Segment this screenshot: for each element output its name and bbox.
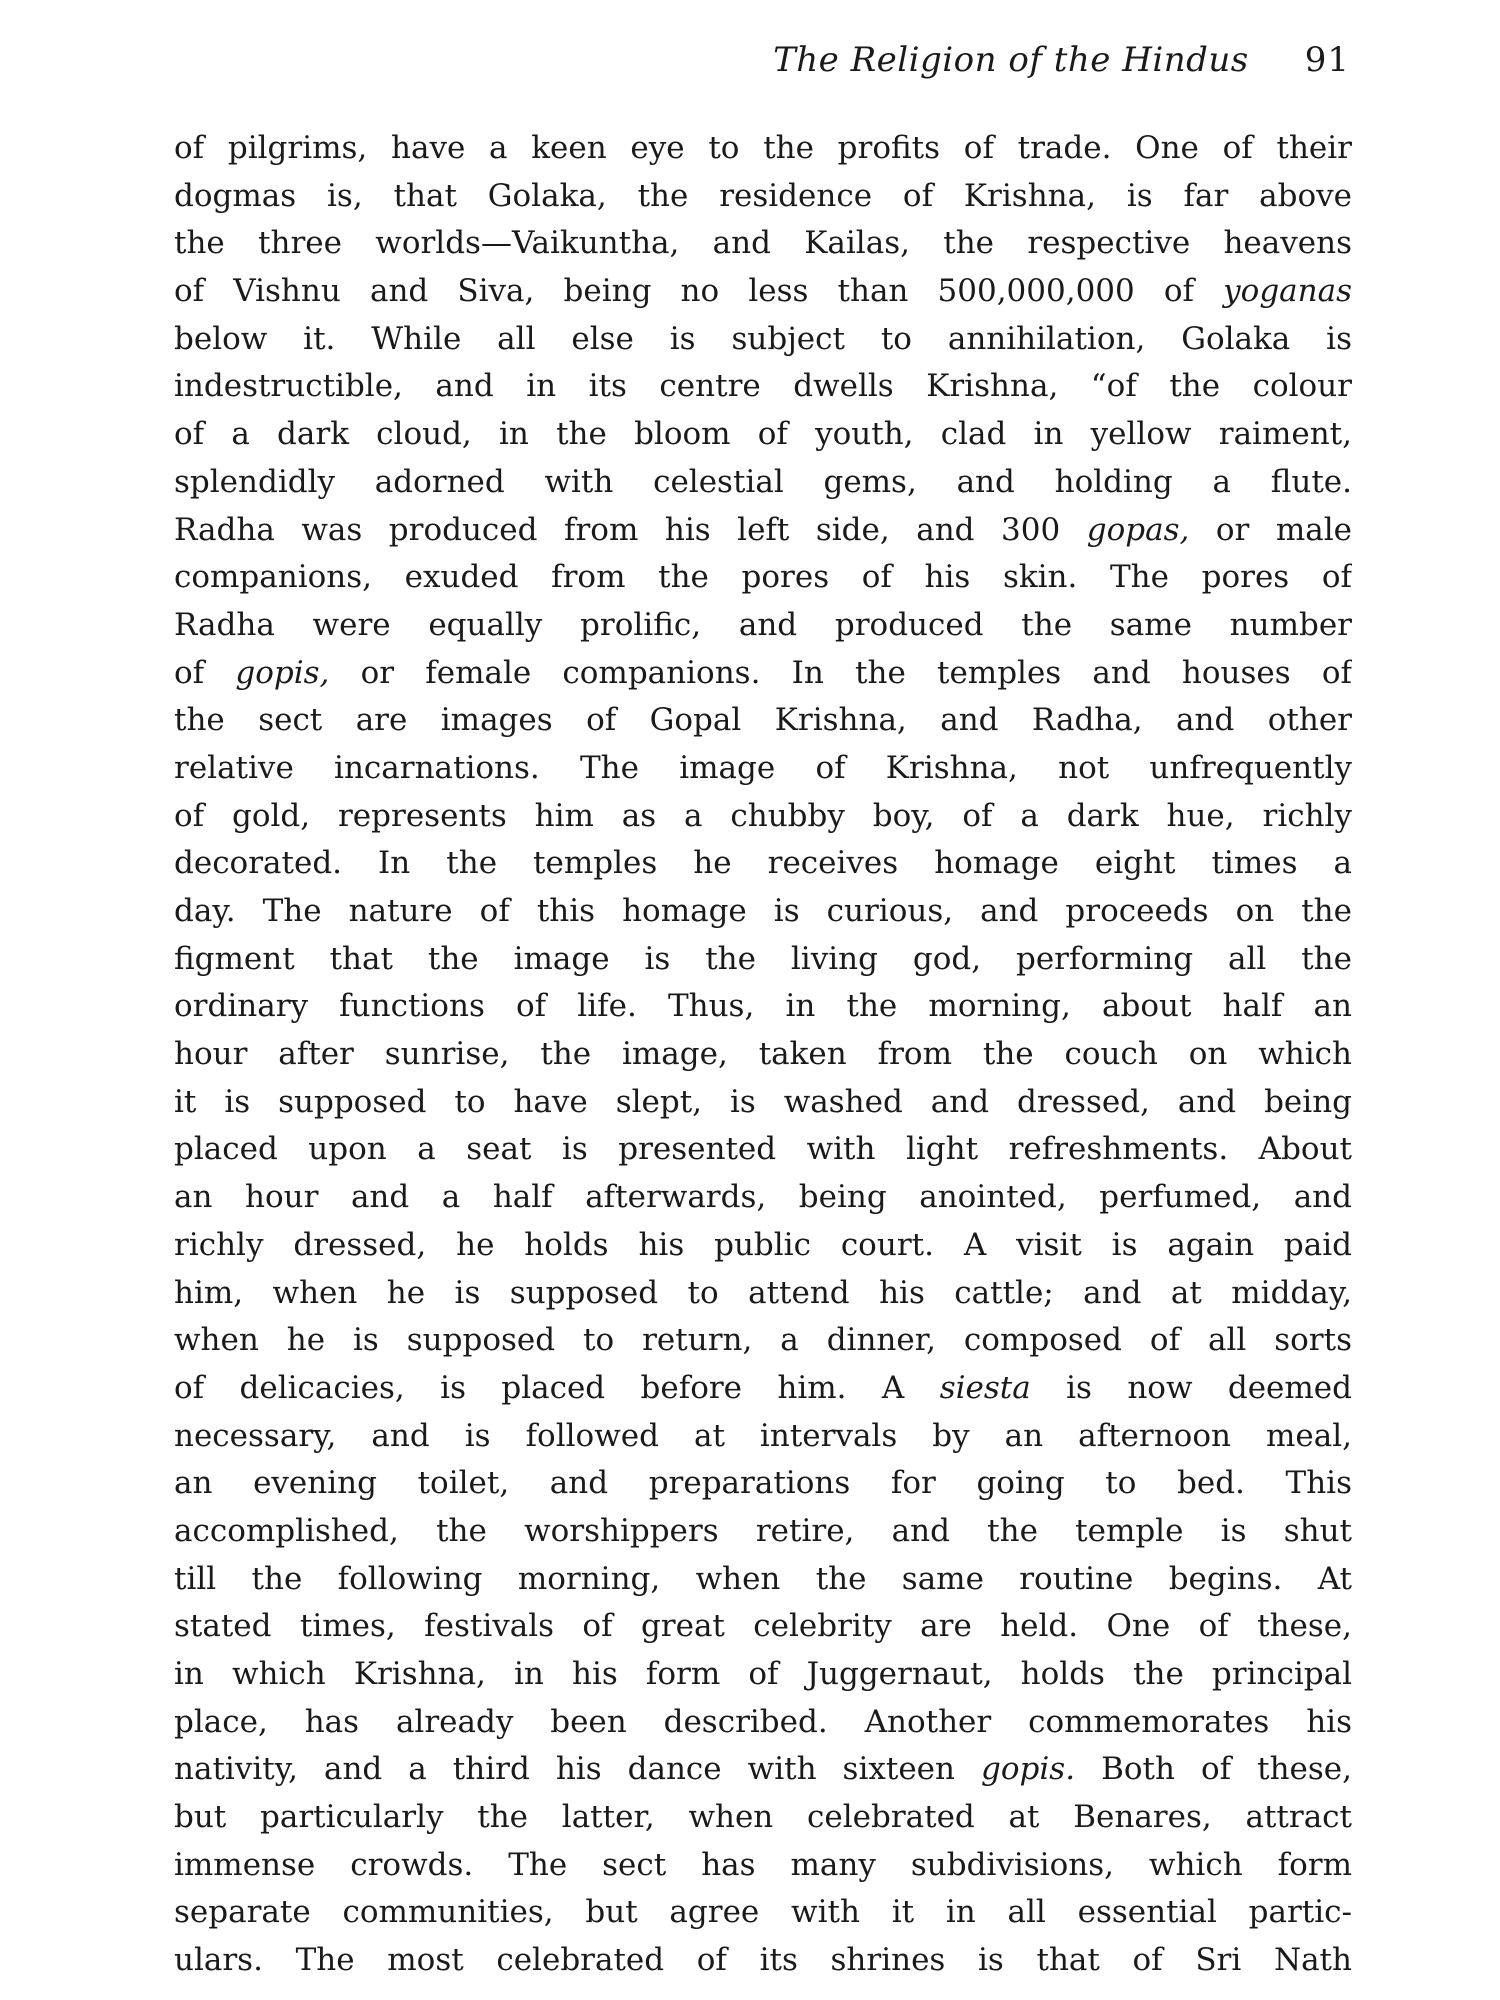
- text-line: [174, 1508, 1352, 1556]
- text-run: accomplished, the worshippers retire, and the temple is shut: [174, 1512, 1352, 1549]
- text-run: is now deemed: [1030, 1369, 1352, 1406]
- text-line: [174, 1794, 1352, 1842]
- italic-term: gopis,: [235, 654, 330, 691]
- text-run: day. The nature of this homage is curious, and proceeds on the: [174, 893, 1352, 929]
- text-line: [174, 316, 1352, 364]
- text-run: of pilgrims, have a keen eye to the profits of trade. One of their: [174, 130, 1352, 166]
- text-line: [174, 1889, 1352, 1937]
- text-run: of a dark cloud, in the bloom of youth, clad in yellow raiment,: [174, 416, 1352, 453]
- text-line: [174, 1603, 1352, 1651]
- text-run: below it. While all else is subject to annihilation, Golaka is: [174, 320, 1352, 357]
- text-run: him, when he is supposed to attend his cattle; and at midday,: [174, 1274, 1352, 1311]
- text-line: [174, 554, 1352, 602]
- text-line: [174, 220, 1352, 268]
- text-run: of gold, represents him as a chubby boy, of a dark hue, richly: [174, 797, 1352, 834]
- text-run: dogmas is, that Golaka, the residence of Krishna, is far above: [174, 177, 1352, 214]
- text-run: an evening toilet, and preparations for going to bed. This: [174, 1465, 1352, 1502]
- text-run: when he is supposed to return, a dinner, composed of all sorts: [174, 1322, 1352, 1359]
- text-run: indestructible, and in its centre dwells Krishna, “of the colour: [174, 368, 1352, 405]
- text-run: richly dressed, he holds his public court. A visit is again paid: [174, 1226, 1352, 1263]
- text-run: immense crowds. The sect has many subdivisions, which form: [174, 1846, 1352, 1883]
- running-head-title: The Religion of the Hindus: [773, 40, 1249, 80]
- italic-term: siesta: [939, 1369, 1031, 1406]
- text-run: placed upon a seat is presented with light refreshments. About: [174, 1131, 1352, 1168]
- running-head: [175, 40, 1350, 92]
- text-run: nativity, and a third his dance with sixteen: [174, 1751, 982, 1788]
- text-line: [174, 1699, 1352, 1747]
- italic-term: gopis.: [981, 1751, 1076, 1788]
- text-run: Radha was produced from his left side, and 300: [174, 511, 1087, 548]
- text-line: [174, 1270, 1352, 1318]
- text-line: [174, 1174, 1352, 1222]
- text-run: companions, exuded from the pores of his skin. The pores of: [174, 559, 1352, 596]
- text-run: hour after sunrise, the image, taken from the couch on which: [174, 1036, 1352, 1073]
- text-run: Both of these,: [1075, 1751, 1352, 1788]
- text-run: till the following morning, when the same routine begins. At: [174, 1560, 1352, 1597]
- text-run: decorated. In the temples he receives homage eight times a: [174, 845, 1352, 882]
- text-run: ulars. The most celebrated of its shrines is that of Sri Nath: [174, 1942, 1352, 1979]
- text-run: or male: [1189, 511, 1352, 548]
- text-line: [174, 983, 1352, 1031]
- text-run: of delicacies, is placed before him. A: [174, 1369, 940, 1406]
- text-run: but particularly the latter, when celebrated at Benares, attract: [174, 1799, 1352, 1836]
- text-line: [174, 1365, 1352, 1413]
- text-line: [174, 1842, 1352, 1890]
- text-line: [174, 936, 1352, 984]
- text-run: figment that the image is the living god, performing all the: [174, 940, 1352, 977]
- text-line: [174, 1126, 1352, 1174]
- text-line: [174, 507, 1352, 555]
- text-line: [174, 793, 1352, 841]
- text-line: [174, 411, 1352, 459]
- text-run: of: [174, 654, 236, 691]
- text-line: [174, 459, 1352, 507]
- text-line: [174, 268, 1352, 316]
- text-run: or female companions. In the temples and houses of: [329, 654, 1352, 691]
- text-run: of Vishnu and Siva, being no less than 500,000,000 of: [174, 273, 1224, 310]
- text-run: necessary, and is followed at intervals by an afternoon meal,: [174, 1417, 1352, 1454]
- text-line: [174, 1079, 1352, 1127]
- text-run: it is supposed to have slept, is washed and dressed, and being: [174, 1083, 1352, 1120]
- text-line: [174, 1460, 1352, 1508]
- text-line: [174, 888, 1352, 936]
- text-run: in which Krishna, in his form of Juggernaut, holds the principal: [174, 1656, 1352, 1692]
- text-run: Radha were equally prolific, and produced the same number: [174, 606, 1352, 643]
- text-line: [174, 1413, 1352, 1461]
- text-line: [174, 363, 1352, 411]
- text-run: separate communities, but agree with it in all essential partic-: [174, 1894, 1352, 1931]
- text-line: [174, 1556, 1352, 1604]
- text-line: [174, 697, 1352, 745]
- text-line: [174, 1031, 1352, 1079]
- text-line: [174, 745, 1352, 793]
- text-run: place, has already been described. Another commemorates his: [174, 1703, 1352, 1740]
- text-line: [174, 602, 1352, 650]
- text-line: [174, 840, 1352, 888]
- page-number: 91: [1304, 40, 1350, 80]
- text-line: [174, 125, 1352, 173]
- text-run: splendidly adorned with celestial gems, and holding a flute.: [174, 463, 1352, 500]
- text-run: the sect are images of Gopal Krishna, and Radha, and other: [174, 702, 1352, 739]
- italic-term: yoganas: [1223, 273, 1352, 310]
- text-run: an hour and a half afterwards, being anointed, perfumed, and: [174, 1179, 1352, 1216]
- text-line: [174, 1937, 1352, 1985]
- text-run: stated times, festivals of great celebrity are held. One of these,: [174, 1608, 1352, 1645]
- body-paragraph: [174, 125, 1352, 1985]
- text-line: [174, 1222, 1352, 1270]
- text-line: [174, 650, 1352, 698]
- italic-term: gopas,: [1086, 511, 1190, 548]
- text-run: ordinary functions of life. Thus, in the morning, about half an: [174, 988, 1352, 1025]
- text-line: [174, 1317, 1352, 1365]
- text-line: [174, 1651, 1352, 1699]
- text-run: the three worlds—Vaikuntha, and Kailas, the respective heavens: [174, 225, 1352, 262]
- text-line: [174, 1746, 1352, 1794]
- text-run: relative incarnations. The image of Krishna, not unfrequently: [174, 749, 1352, 786]
- text-line: [174, 173, 1352, 221]
